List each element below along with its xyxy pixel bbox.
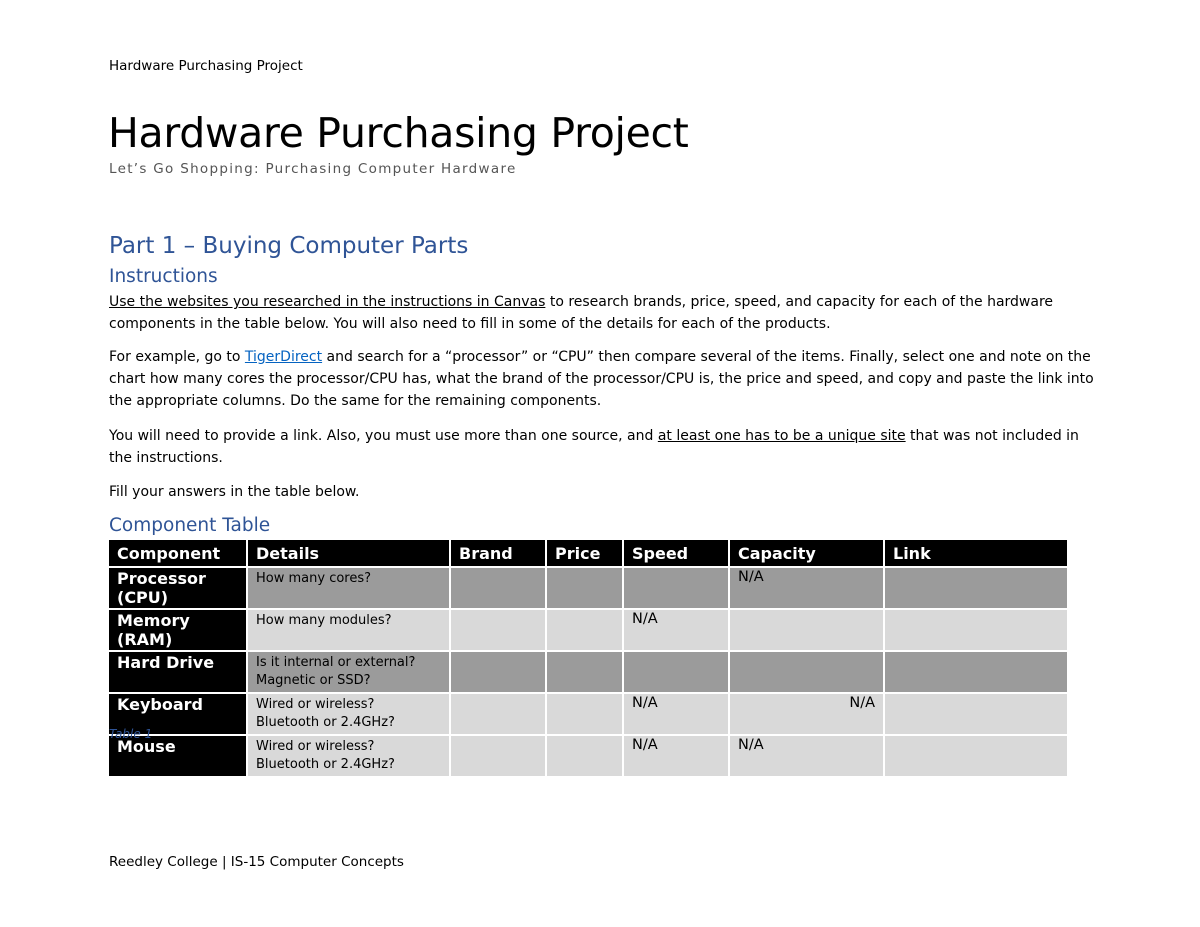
brand-cell[interactable] (450, 735, 546, 777)
column-header-link: Link (884, 540, 1068, 567)
paragraph-3 (109, 425, 1099, 469)
details-line: Bluetooth or 2.4GHz? (256, 757, 395, 772)
paragraph-3-underlined: at least one has to be a unique site (657, 428, 906, 444)
speed-cell[interactable]: N/A (623, 609, 729, 651)
brand-cell[interactable] (450, 693, 546, 735)
paragraph-2-after: and search for a “processor” or “CPU” then compare several of the items. Finally, select one and note on the chart how many cores the processor/CPU has, what the brand of the processor/CPU is, the price and speed, and copy and paste the link into the appropriate columns. Do the same for the remaining components. (109, 349, 1094, 409)
column-header-component: Component (109, 540, 247, 567)
capacity-cell[interactable] (729, 609, 884, 651)
component-cell: Hard Drive (109, 651, 247, 693)
paragraph-2-before: For example, go to (109, 349, 245, 365)
document-subtitle: Let’s Go Shopping: Purchasing Computer Hardware (109, 161, 517, 177)
capacity-cell[interactable] (729, 651, 884, 693)
column-header-brand: Brand (450, 540, 546, 567)
brand-cell[interactable] (450, 609, 546, 651)
link-cell[interactable] (884, 735, 1068, 777)
document-title: Hardware Purchasing Project (108, 109, 689, 157)
capacity-cell[interactable]: N/A (729, 735, 884, 777)
component-cell: Keyboard (109, 693, 247, 735)
speed-cell[interactable] (623, 567, 729, 609)
capacity-cell[interactable]: N/A (729, 693, 884, 735)
speed-cell[interactable] (623, 651, 729, 693)
link-cell[interactable] (884, 651, 1068, 693)
component-cell: Processor (CPU) (109, 567, 247, 609)
paragraph-3-before: You will need to provide a link. Also, you must use more than one source, and (109, 428, 658, 444)
paragraph-2 (109, 346, 1099, 412)
details-cell (247, 567, 450, 609)
details-line: How many modules? (256, 613, 392, 628)
paragraph-1-text: to research brands, price, speed, and capacity for each of the hardware components in the table below. You will also need to fill in some of the details for each of the products. (109, 294, 1054, 332)
details-line: Bluetooth or 2.4GHz? (256, 715, 395, 730)
capacity-cell[interactable]: N/A (729, 567, 884, 609)
details-cell (247, 651, 450, 693)
paragraph-3-after: that was not included in the instructions. (109, 428, 1079, 466)
details-cell (247, 735, 450, 777)
page-header: Hardware Purchasing Project (109, 58, 303, 74)
details-line: Magnetic or SSD? (256, 673, 371, 688)
link-cell[interactable] (884, 567, 1068, 609)
link-cell[interactable] (884, 609, 1068, 651)
price-cell[interactable] (546, 567, 623, 609)
paragraph-4: Fill your answers in the table below. (109, 484, 360, 500)
component-cell: Memory (RAM) (109, 609, 247, 651)
brand-cell[interactable] (450, 567, 546, 609)
details-line: How many cores? (256, 571, 372, 586)
table-caption: Table 1 (109, 727, 153, 741)
details-line: Wired or wireless? (256, 739, 375, 754)
tigerdirect-link[interactable]: TigerDirect (244, 349, 323, 365)
details-cell (247, 609, 450, 651)
table-row (109, 693, 1068, 735)
paragraph-1 (109, 291, 1099, 335)
table-row (109, 609, 1068, 651)
component-table-heading: Component Table (109, 515, 271, 536)
table-row (109, 735, 1068, 777)
price-cell[interactable] (546, 609, 623, 651)
price-cell[interactable] (546, 693, 623, 735)
canvas-instructions-link[interactable]: Use the websites you researched in the instructions in Canvas (109, 294, 546, 310)
details-line: Wired or wireless? (256, 697, 375, 712)
component-cell: Mouse (109, 735, 247, 777)
table-header-row (109, 540, 1068, 567)
details-line: Is it internal or external? (256, 655, 416, 670)
instructions-heading: Instructions (109, 266, 218, 287)
link-cell[interactable] (884, 693, 1068, 735)
column-header-capacity: Capacity (729, 540, 884, 567)
speed-cell[interactable]: N/A (623, 735, 729, 777)
table-row (109, 651, 1068, 693)
price-cell[interactable] (546, 651, 623, 693)
speed-cell[interactable]: N/A (623, 693, 729, 735)
details-cell (247, 693, 450, 735)
column-header-price: Price (546, 540, 623, 567)
column-header-details: Details (247, 540, 450, 567)
column-header-speed: Speed (623, 540, 729, 567)
table-row (109, 567, 1068, 609)
page-footer: Reedley College | IS-15 Computer Concepts (109, 854, 404, 870)
price-cell[interactable] (546, 735, 623, 777)
part-heading: Part 1 – Buying Computer Parts (109, 233, 469, 259)
brand-cell[interactable] (450, 651, 546, 693)
component-table (109, 540, 1069, 778)
